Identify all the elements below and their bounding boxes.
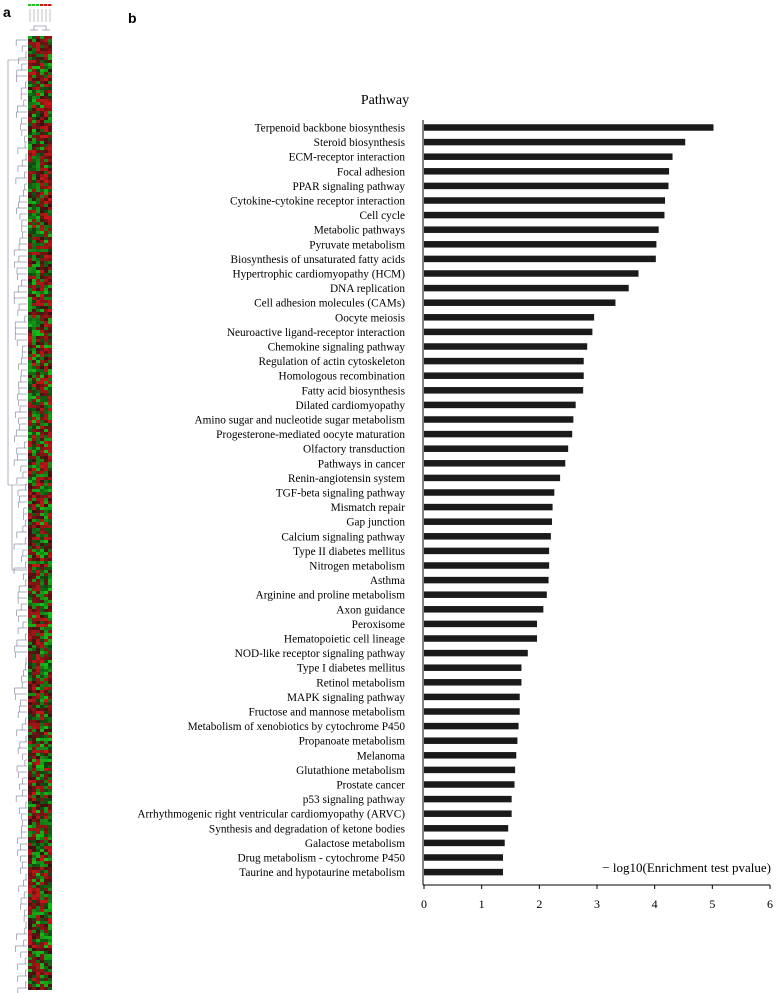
category-label: Metabolic pathways xyxy=(313,224,405,237)
category-label: Arginine and proline metabolism xyxy=(255,589,405,602)
category-label: Galactose metabolism xyxy=(304,837,405,850)
category-label: Hypertrophic cardiomyopathy (HCM) xyxy=(232,268,405,281)
bar xyxy=(424,635,537,642)
category-label: MAPK signaling pathway xyxy=(287,691,405,704)
bars xyxy=(424,124,713,875)
category-label: Type II diabetes mellitus xyxy=(293,545,405,558)
bar xyxy=(424,752,516,759)
bar xyxy=(424,270,639,277)
bar xyxy=(424,518,552,525)
category-label: Homologous recombination xyxy=(278,370,405,383)
x-tick-label: 4 xyxy=(651,897,658,911)
category-label: Terpenoid backbone biosynthesis xyxy=(254,122,405,135)
panel-a-label: a xyxy=(3,4,11,20)
category-label: Cytokine-cytokine receptor interaction xyxy=(229,195,405,208)
bar xyxy=(424,489,554,496)
x-tick-label: 6 xyxy=(767,897,773,911)
bar xyxy=(424,358,584,365)
category-label: Synthesis and degradation of ketone bodies xyxy=(208,823,405,836)
bar xyxy=(424,591,547,598)
category-label: TGF-beta signaling pathway xyxy=(275,487,405,500)
bar xyxy=(424,139,685,146)
bar xyxy=(424,606,543,613)
category-label: ECM-receptor interaction xyxy=(288,151,405,164)
bar xyxy=(424,226,659,233)
bar xyxy=(424,183,669,190)
bar xyxy=(424,314,594,321)
category-label: Taurine and hypotaurine metabolism xyxy=(239,867,405,880)
bar xyxy=(424,241,656,248)
category-label: Focal adhesion xyxy=(336,166,405,179)
bar xyxy=(424,723,519,730)
category-label: PPAR signaling pathway xyxy=(292,180,405,193)
x-tick-label: 0 xyxy=(421,897,427,911)
bar xyxy=(424,679,521,686)
category-label: Dilated cardiomyopathy xyxy=(295,399,405,412)
category-label: Amino sugar and nucleotide sugar metabolism xyxy=(194,414,405,427)
bar xyxy=(424,256,656,263)
category-label: Cell adhesion molecules (CAMs) xyxy=(254,297,405,310)
category-label: Regulation of actin cytoskeleton xyxy=(258,356,405,369)
category-label: Neuroactive ligand-receptor interaction xyxy=(226,326,405,339)
category-label: Steroid biosynthesis xyxy=(313,137,405,150)
bar xyxy=(424,664,521,671)
category-label: Biosynthesis of unsaturated fatty acids xyxy=(230,253,405,266)
category-label: Renin-angiotensin system xyxy=(287,472,405,485)
category-labels xyxy=(137,123,405,880)
category-label: Progesterone-mediated oocyte maturation xyxy=(216,429,405,442)
bar xyxy=(424,767,515,774)
bar xyxy=(424,197,665,204)
bar xyxy=(424,840,505,847)
bar xyxy=(424,168,669,175)
bar xyxy=(424,416,573,423)
bar xyxy=(424,694,520,701)
category-label: Retinol metabolism xyxy=(316,677,405,690)
bar xyxy=(424,402,576,409)
x-tick-label: 3 xyxy=(594,897,600,911)
bar xyxy=(424,285,629,292)
bar xyxy=(424,533,551,540)
category-label: Asthma xyxy=(369,575,405,588)
bar xyxy=(424,650,528,657)
bar xyxy=(424,212,664,219)
panel-b-label: b xyxy=(128,10,137,26)
category-label: Pyruvate metabolism xyxy=(309,239,405,252)
category-label: Propanoate metabolism xyxy=(298,735,405,748)
bar xyxy=(424,343,587,350)
x-tick-label: 1 xyxy=(478,897,485,911)
x-tick-label: 2 xyxy=(536,897,543,911)
bar xyxy=(424,504,553,511)
category-label: Metabolism of xenobiotics by cytochrome P450 xyxy=(187,721,405,734)
category-label: NOD-like receptor signaling pathway xyxy=(234,648,405,661)
x-axis-ticks xyxy=(421,885,773,911)
category-label: Type I diabetes mellitus xyxy=(296,662,405,675)
bar xyxy=(424,781,515,788)
chart-title: Pathway xyxy=(360,93,410,108)
category-label: Drug metabolism - cytochrome P450 xyxy=(237,852,405,865)
bar xyxy=(424,445,568,452)
bar xyxy=(424,299,615,306)
category-label: Glutathione metabolism xyxy=(296,764,405,777)
category-label: Fructose and mannose metabolism xyxy=(248,706,405,719)
category-label: Olfactory transduction xyxy=(303,443,405,456)
bar xyxy=(424,796,512,803)
category-label: Prostate cancer xyxy=(336,779,405,792)
category-label: Cell cycle xyxy=(359,210,405,223)
bar xyxy=(424,329,592,336)
bar xyxy=(424,810,512,817)
category-label: Axon guidance xyxy=(336,604,405,617)
bar xyxy=(424,431,572,438)
category-label: Peroxisome xyxy=(351,618,405,631)
bar xyxy=(424,825,508,832)
bar xyxy=(424,869,503,876)
bar xyxy=(424,562,549,569)
bar xyxy=(424,548,549,555)
bar xyxy=(424,387,583,394)
bar xyxy=(424,621,537,628)
bar xyxy=(424,460,565,467)
category-label: Oocyte meiosis xyxy=(335,312,405,325)
category-label: Melanoma xyxy=(356,750,405,763)
bar xyxy=(424,737,517,744)
category-label: p53 signaling pathway xyxy=(302,794,405,807)
bar xyxy=(424,475,560,482)
bar xyxy=(424,372,584,379)
x-axis-title: − log10(Enrichment test pvalue) xyxy=(602,860,771,875)
category-label: Nitrogen metabolism xyxy=(309,560,405,573)
bar xyxy=(424,153,673,160)
category-label: Gap junction xyxy=(346,516,405,529)
category-label: Calcium signaling pathway xyxy=(281,531,405,544)
category-label: Hematopoietic cell lineage xyxy=(283,633,405,646)
bar xyxy=(424,577,549,584)
category-label: Chemokine signaling pathway xyxy=(267,341,405,354)
bar xyxy=(424,708,520,715)
bar xyxy=(424,854,503,861)
category-label: Pathways in cancer xyxy=(317,458,405,471)
bar xyxy=(424,124,713,131)
category-label: Mismatch repair xyxy=(330,502,405,515)
x-tick-label: 5 xyxy=(709,897,716,911)
category-label: Arrhythmogenic right ventricular cardiomyopathy (ARVC) xyxy=(137,808,405,821)
category-label: DNA replication xyxy=(330,283,405,296)
category-label: Fatty acid biosynthesis xyxy=(301,385,405,398)
